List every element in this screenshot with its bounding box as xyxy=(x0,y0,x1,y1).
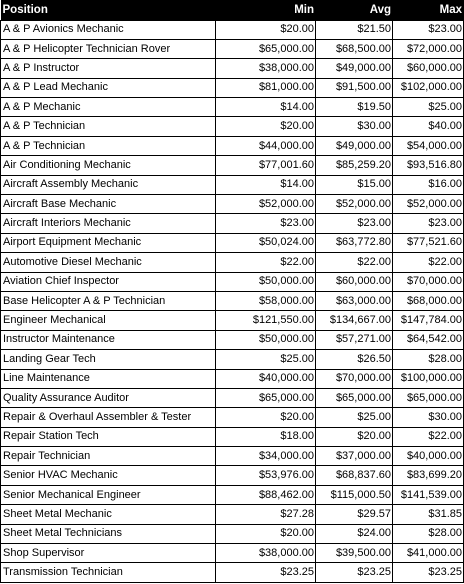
min-cell: $20.00 xyxy=(216,524,316,543)
table-body xyxy=(1,20,464,582)
max-cell: $100,000.00 xyxy=(393,369,464,388)
min-cell: $20.00 xyxy=(216,20,316,39)
max-cell: $28.00 xyxy=(393,524,464,543)
header-row xyxy=(1,0,464,20)
min-cell: $50,000.00 xyxy=(216,272,316,291)
min-cell: $53,976.00 xyxy=(216,466,316,485)
table-header xyxy=(1,0,464,20)
max-cell: $93,516.80 xyxy=(393,156,464,175)
avg-cell: $26.50 xyxy=(316,350,393,369)
min-cell: $121,550.00 xyxy=(216,311,316,330)
min-cell: $50,000.00 xyxy=(216,330,316,349)
table-row xyxy=(1,544,464,563)
min-cell: $40,000.00 xyxy=(216,369,316,388)
table-row xyxy=(1,408,464,427)
max-cell: $16.00 xyxy=(393,175,464,194)
table-row xyxy=(1,156,464,175)
avg-cell: $115,000.50 xyxy=(316,485,393,504)
avg-cell: $25.00 xyxy=(316,408,393,427)
position-cell: A & P Mechanic xyxy=(1,98,216,117)
max-cell: $23.25 xyxy=(393,563,464,582)
table-row xyxy=(1,466,464,485)
avg-cell: $19.50 xyxy=(316,98,393,117)
min-cell: $25.00 xyxy=(216,350,316,369)
position-cell: Automotive Diesel Mechanic xyxy=(1,253,216,272)
avg-cell: $30.00 xyxy=(316,117,393,136)
table-row xyxy=(1,524,464,543)
position-cell: Repair & Overhaul Assembler & Tester xyxy=(1,408,216,427)
table-row xyxy=(1,253,464,272)
max-cell: $60,000.00 xyxy=(393,59,464,78)
max-cell: $83,699.20 xyxy=(393,466,464,485)
position-cell: A & P Technician xyxy=(1,136,216,155)
avg-cell: $91,500.00 xyxy=(316,78,393,97)
position-cell: Aircraft Interiors Mechanic xyxy=(1,214,216,233)
avg-cell: $49,000.00 xyxy=(316,136,393,155)
table-row xyxy=(1,117,464,136)
table-row xyxy=(1,388,464,407)
avg-cell: $63,000.00 xyxy=(316,291,393,310)
max-cell: $102,000.00 xyxy=(393,78,464,97)
table-row xyxy=(1,39,464,58)
max-cell: $31.85 xyxy=(393,505,464,524)
position-cell: Aviation Chief Inspector xyxy=(1,272,216,291)
avg-cell: $65,000.00 xyxy=(316,388,393,407)
min-cell: $65,000.00 xyxy=(216,388,316,407)
avg-cell: $60,000.00 xyxy=(316,272,393,291)
max-cell: $70,000.00 xyxy=(393,272,464,291)
min-cell: $52,000.00 xyxy=(216,195,316,214)
min-cell: $34,000.00 xyxy=(216,447,316,466)
table-row xyxy=(1,427,464,446)
table-row xyxy=(1,136,464,155)
min-cell: $65,000.00 xyxy=(216,39,316,58)
max-cell: $68,000.00 xyxy=(393,291,464,310)
position-cell: Landing Gear Tech xyxy=(1,350,216,369)
max-cell: $23.00 xyxy=(393,20,464,39)
header-position: Position xyxy=(1,0,216,20)
position-cell: Sheet Metal Mechanic xyxy=(1,505,216,524)
avg-cell: $22.00 xyxy=(316,253,393,272)
min-cell: $23.00 xyxy=(216,214,316,233)
avg-cell: $29.57 xyxy=(316,505,393,524)
table-row xyxy=(1,20,464,39)
avg-cell: $49,000.00 xyxy=(316,59,393,78)
avg-cell: $37,000.00 xyxy=(316,447,393,466)
position-cell: Transmission Technician xyxy=(1,563,216,582)
max-cell: $52,000.00 xyxy=(393,195,464,214)
max-cell: $40.00 xyxy=(393,117,464,136)
max-cell: $72,000.00 xyxy=(393,39,464,58)
position-cell: Quality Assurance Auditor xyxy=(1,388,216,407)
min-cell: $20.00 xyxy=(216,117,316,136)
max-cell: $23.00 xyxy=(393,214,464,233)
max-cell: $40,000.00 xyxy=(393,447,464,466)
min-cell: $50,024.00 xyxy=(216,233,316,252)
min-cell: $27.28 xyxy=(216,505,316,524)
table-row xyxy=(1,485,464,504)
max-cell: $30.00 xyxy=(393,408,464,427)
table-row xyxy=(1,447,464,466)
table-row xyxy=(1,214,464,233)
avg-cell: $134,667.00 xyxy=(316,311,393,330)
avg-cell: $52,000.00 xyxy=(316,195,393,214)
position-cell: Shop Supervisor xyxy=(1,544,216,563)
table-row xyxy=(1,311,464,330)
max-cell: $22.00 xyxy=(393,427,464,446)
table-row xyxy=(1,505,464,524)
position-cell: Air Conditioning Mechanic xyxy=(1,156,216,175)
table-row xyxy=(1,175,464,194)
min-cell: $14.00 xyxy=(216,98,316,117)
max-cell: $65,000.00 xyxy=(393,388,464,407)
min-cell: $81,000.00 xyxy=(216,78,316,97)
min-cell: $20.00 xyxy=(216,408,316,427)
avg-cell: $70,000.00 xyxy=(316,369,393,388)
table-row xyxy=(1,563,464,582)
min-cell: $18.00 xyxy=(216,427,316,446)
position-cell: Line Maintenance xyxy=(1,369,216,388)
position-cell: Instructor Maintenance xyxy=(1,330,216,349)
avg-cell: $39,500.00 xyxy=(316,544,393,563)
position-cell: Repair Station Tech xyxy=(1,427,216,446)
position-cell: Senior HVAC Mechanic xyxy=(1,466,216,485)
position-cell: A & P Avionics Mechanic xyxy=(1,20,216,39)
min-cell: $38,000.00 xyxy=(216,59,316,78)
avg-cell: $85,259.20 xyxy=(316,156,393,175)
min-cell: $58,000.00 xyxy=(216,291,316,310)
avg-cell: $68,500.00 xyxy=(316,39,393,58)
position-cell: Airport Equipment Mechanic xyxy=(1,233,216,252)
table-row xyxy=(1,330,464,349)
table-row xyxy=(1,350,464,369)
header-avg: Avg xyxy=(316,0,393,20)
table-row xyxy=(1,369,464,388)
avg-cell: $24.00 xyxy=(316,524,393,543)
max-cell: $77,521.60 xyxy=(393,233,464,252)
max-cell: $28.00 xyxy=(393,350,464,369)
min-cell: $23.25 xyxy=(216,563,316,582)
table-row xyxy=(1,59,464,78)
avg-cell: $57,271.00 xyxy=(316,330,393,349)
table-row xyxy=(1,98,464,117)
table-row xyxy=(1,78,464,97)
position-cell: A & P Lead Mechanic xyxy=(1,78,216,97)
min-cell: $88,462.00 xyxy=(216,485,316,504)
position-cell: Sheet Metal Technicians xyxy=(1,524,216,543)
position-cell: Aircraft Assembly Mechanic xyxy=(1,175,216,194)
avg-cell: $23.00 xyxy=(316,214,393,233)
header-max: Max xyxy=(393,0,464,20)
max-cell: $25.00 xyxy=(393,98,464,117)
avg-cell: $68,837.60 xyxy=(316,466,393,485)
min-cell: $77,001.60 xyxy=(216,156,316,175)
min-cell: $44,000.00 xyxy=(216,136,316,155)
max-cell: $54,000.00 xyxy=(393,136,464,155)
avg-cell: $20.00 xyxy=(316,427,393,446)
position-cell: Base Helicopter A & P Technician xyxy=(1,291,216,310)
header-min: Min xyxy=(216,0,316,20)
min-cell: $14.00 xyxy=(216,175,316,194)
position-cell: A & P Helicopter Technician Rover xyxy=(1,39,216,58)
max-cell: $41,000.00 xyxy=(393,544,464,563)
table-row xyxy=(1,291,464,310)
position-cell: A & P Instructor xyxy=(1,59,216,78)
max-cell: $141,539.00 xyxy=(393,485,464,504)
max-cell: $64,542.00 xyxy=(393,330,464,349)
avg-cell: $63,772.80 xyxy=(316,233,393,252)
table-row xyxy=(1,233,464,252)
table-row xyxy=(1,272,464,291)
min-cell: $22.00 xyxy=(216,253,316,272)
position-cell: Senior Mechanical Engineer xyxy=(1,485,216,504)
position-cell: Repair Technician xyxy=(1,447,216,466)
table-row xyxy=(1,195,464,214)
position-cell: Aircraft Base Mechanic xyxy=(1,195,216,214)
max-cell: $22.00 xyxy=(393,253,464,272)
avg-cell: $21.50 xyxy=(316,20,393,39)
position-cell: A & P Technician xyxy=(1,117,216,136)
max-cell: $147,784.00 xyxy=(393,311,464,330)
position-cell: Engineer Mechanical xyxy=(1,311,216,330)
min-cell: $38,000.00 xyxy=(216,544,316,563)
avg-cell: $23.25 xyxy=(316,563,393,582)
avg-cell: $15.00 xyxy=(316,175,393,194)
